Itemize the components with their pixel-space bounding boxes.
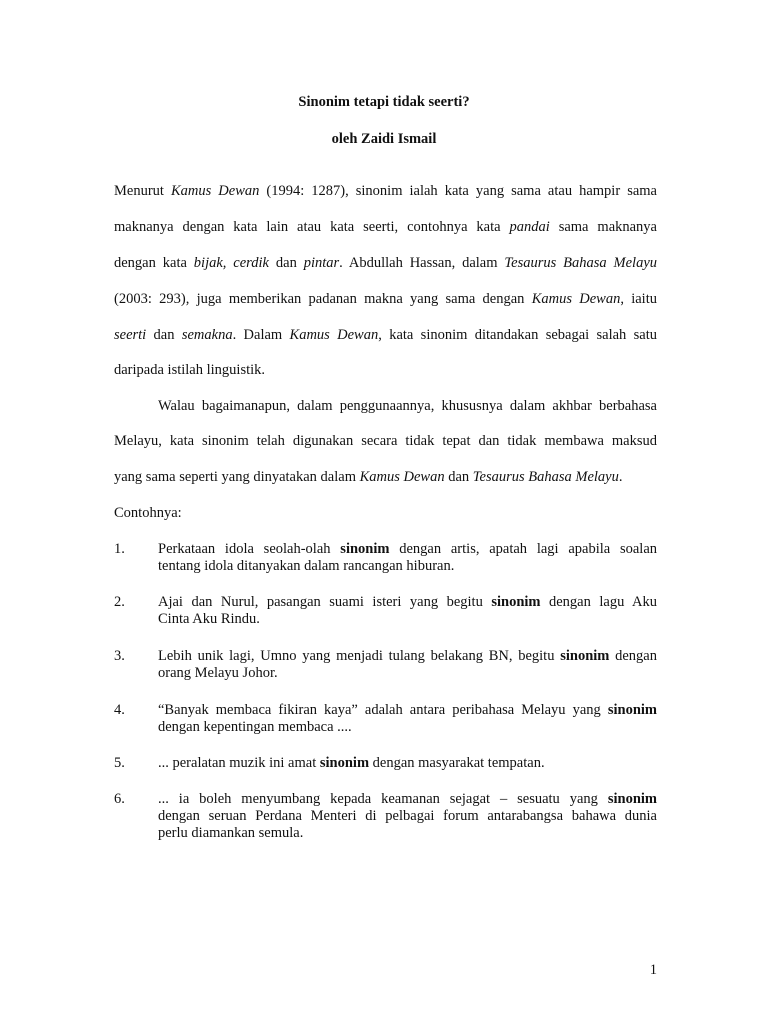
list-item [158,702,657,736]
list-item-line [158,755,657,772]
text-run: Menurut [114,183,171,199]
text-run: Perkataan idola seolah-olah [158,541,341,557]
text-run: dan [146,327,182,343]
text-run: “Banyak membaca fikiran kaya” adalah antara peribahasa Melayu yang [158,702,608,718]
list-item [158,791,657,842]
paragraph-2-line-2: Melayu, kata sinonim telah digunakan secara tidak tepat dan tidak membawa maksud [114,433,657,449]
page-number: 1 [649,962,657,978]
paragraph-1-line-6: daripada istilah linguistik. [114,362,266,378]
list-item-number: 5. [114,755,125,771]
text-run-bold: sinonim [607,791,657,807]
text-run: , kata sinonim ditandakan sebagai salah satu [378,327,657,343]
paragraph-2-line-1: Walau bagaimanapun, dalam penggunaannya, khususnya dalam akhbar berbahasa [158,398,657,414]
text-run-italic: Tesaurus Bahasa Melayu [472,469,619,485]
text-run: Ajai dan Nurul, pasangan suami isteri yang begitu [158,594,492,610]
document-author: oleh Zaidi Ismail [331,131,437,147]
text-run-italic: semakna [181,327,233,343]
text-run-italic: Kamus Dewan [531,291,621,307]
text-run-bold: sinonim [491,594,541,610]
text-run-bold: sinonim [340,541,390,557]
list-item-line: dengan seruan Perdana Menteri di pelbagai forum antarabangsa bahawa dunia [158,808,657,824]
text-run: yang sama seperti yang dinyatakan dalam [114,469,360,485]
text-run: dengan artis, apatah lagi apabila soalan [389,541,657,557]
text-run: ... ia boleh menyumbang kepada keamanan sejagat – sesuatu yang [158,791,608,807]
text-run: (1994: 1287), sinonim ialah kata yang sama atau hampir sama [259,183,657,199]
text-run-italic: pandai [509,219,550,235]
list-item-line [158,594,657,611]
text-run: . Dalam [232,327,290,343]
text-run-bold: sinonim [560,648,610,664]
text-run-italic: Kamus Dewan [170,183,260,199]
text-run-italic: pintar [303,255,340,271]
list-item-line: dengan kepentingan membaca .... [158,719,352,735]
text-run-italic: bijak, cerdik [193,255,269,271]
list-item-line [158,791,657,808]
text-run: dengan masyarakat tempatan. [369,755,545,771]
list-item [158,541,657,575]
list-item [158,648,657,682]
text-run-italic: Kamus Dewan [359,469,445,485]
text-run: (2003: 293), juga memberikan padanan makna yang sama dengan [114,291,532,307]
text-run-italic: Kamus Dewan [289,327,379,343]
list-item-number: 3. [114,648,125,664]
text-run: . Abdullah Hassan, dalam [339,255,505,271]
list-item-line [158,648,657,665]
text-run-bold: sinonim [319,755,370,771]
list-item-number: 1. [114,541,125,557]
list-item-line: tentang idola ditanyakan dalam rancangan hiburan. [158,558,455,574]
list-item [158,594,657,628]
text-run: sama maknanya [549,219,657,235]
list-item [158,755,657,772]
text-run-bold: sinonim [607,702,657,718]
list-item-number: 4. [114,702,125,718]
text-run-italic: Tesaurus Bahasa Melayu [504,255,658,271]
list-item-number: 6. [114,791,125,807]
paragraph-1-line-4 [114,291,657,308]
document-title: Sinonim tetapi tidak seerti? [298,94,470,110]
paragraph-1-line-1 [114,183,657,200]
text-run: dengan lagu Aku [540,594,657,610]
paragraph-1-line-2 [114,219,657,236]
list-item-line [158,541,657,558]
text-run: . [618,469,623,485]
list-item-line: orang Melayu Johor. [158,665,278,681]
text-run: dan [444,469,473,485]
paragraph-2-line-3 [114,469,657,486]
text-run-italic: seerti [114,327,147,343]
examples-label: Contohnya: [114,505,182,521]
text-run: , iaitu [620,291,657,307]
text-run: dengan kata [114,255,194,271]
list-item-number: 2. [114,594,125,610]
list-item-line [158,702,657,719]
paragraph-1-line-3 [114,255,657,272]
text-run: maknanya dengan kata lain atau kata seerti, contohnya kata [114,219,510,235]
text-run: dengan [609,648,657,664]
paragraph-1-line-5 [114,327,657,344]
text-run: dan [269,255,304,271]
list-item-line: Cinta Aku Rindu. [158,611,260,627]
text-run: Lebih unik lagi, Umno yang menjadi tulang belakang BN, begitu [158,648,561,664]
list-item-line: perlu diamankan semula. [158,825,304,841]
text-run: ... peralatan muzik ini amat [158,755,320,771]
